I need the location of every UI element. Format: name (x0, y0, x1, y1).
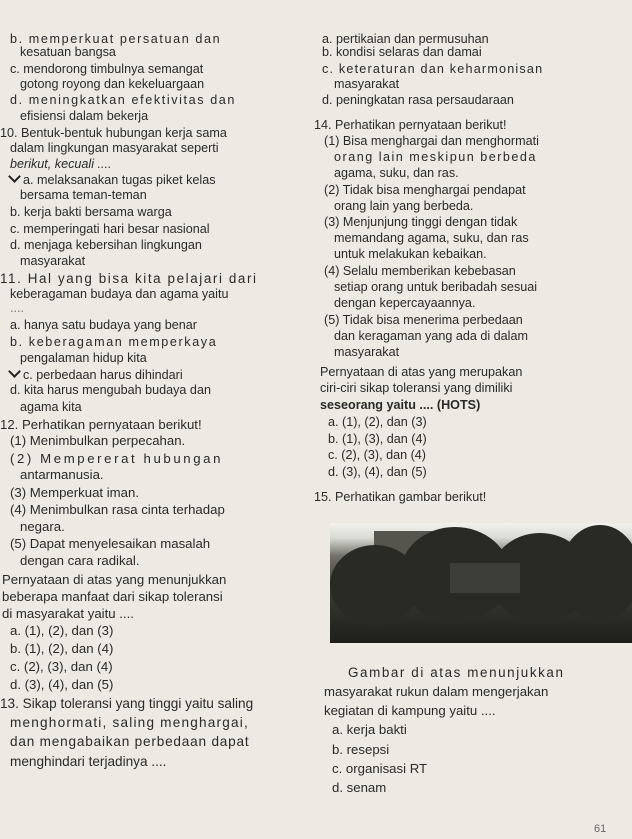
q14-statement-5: (5) Tidak bisa menerima perbedaan (324, 313, 523, 327)
q15-prompt-2: masyarakat rukun dalam mengerjakan (324, 684, 549, 699)
q11-option-d-cont: agama kita (20, 400, 82, 414)
q12-statement-5-cont: dengan cara radikal. (20, 553, 140, 568)
q12-option-a: a. (1), (2), dan (3) (10, 623, 114, 638)
q11-stem-2: keberagaman budaya dan agama yaitu (10, 287, 229, 301)
q13-stem-2: menghormati, saling menghargai, (10, 715, 249, 730)
q10-option-c: c. memperingati hari besar nasional (10, 222, 210, 236)
q14-prompt-3: seseorang yaitu .... (HOTS) (320, 398, 481, 412)
q14-option-b: b. (1), (3), dan (4) (328, 432, 427, 446)
q9-option-d-cont: efisiensi dalam bekerja (20, 109, 149, 123)
q14-option-d: d. (3), (4), dan (5) (328, 465, 427, 479)
q9-option-a: a. pertikaian dan permusuhan (322, 32, 489, 46)
q12-statement-5: (5) Dapat menyelesaikan masalah (10, 536, 211, 551)
q12-statement-1: (1) Menimbulkan perpecahan. (10, 433, 186, 448)
q14-statement-1-cont-2: agama, suku, dan ras. (334, 166, 459, 180)
q15-stem: 15. Perhatikan gambar berikut! (314, 490, 487, 504)
q12-prompt-2: beberapa manfaat dari sikap toleransi (2, 589, 223, 604)
q11-option-b-cont: pengalaman hidup kita (20, 351, 147, 365)
q12-prompt-3: di masyarakat yaitu .... (2, 606, 134, 621)
q14-stem: 14. Perhatikan pernyataan berikut! (314, 118, 507, 132)
q15-prompt-3: kegiatan di kampung yaitu .... (324, 703, 496, 718)
q13-stem-4: menghindari terjadinya .... (10, 754, 167, 769)
q11-option-b: b. keberagaman memperkaya (10, 335, 218, 349)
roof-shape (450, 563, 520, 593)
q14-option-c: c. (2), (3), dan (4) (328, 448, 426, 462)
q12-option-d: d. (3), (4), dan (5) (10, 677, 114, 692)
q15-option-b: b. resepsi (332, 742, 390, 757)
q10-stem-3: berikut, kecuali .... (10, 157, 112, 171)
q10-option-d: d. menjaga kebersihan lingkungan (10, 238, 202, 252)
q9-option-c: c. mendorong timbulnya semangat (10, 62, 204, 76)
page-number: 61 (594, 823, 607, 835)
q11-stem-3: .... (10, 301, 24, 315)
q12-stem: 12. Perhatikan pernyataan berikut! (0, 417, 202, 432)
q9-option-c-cont: gotong royong dan kekeluargaan (20, 77, 205, 91)
q13-stem: 13. Sikap toleransi yang tinggi yaitu saling (0, 696, 254, 711)
q10-option-b: b. kerja bakti bersama warga (10, 205, 172, 219)
q10-option-a-cont: bersama teman-teman (20, 188, 147, 202)
q10-option-d-cont: masyarakat (20, 254, 86, 268)
q14-prompt: Pernyataan di atas yang merupakan (320, 365, 523, 379)
q11-option-a: a. hanya satu budaya yang benar (10, 318, 197, 332)
q9-option-d: d. meningkatkan efektivitas dan (10, 93, 237, 107)
q10-stem: 10. Bentuk-bentuk hubungan kerja sama (0, 126, 227, 140)
q15-option-d: d. senam (332, 780, 387, 795)
q15-prompt: Gambar di atas menunjukkan (348, 665, 565, 680)
q14-statement-1-cont: orang lain meskipun berbeda (334, 150, 537, 164)
q15-option-a: a. kerja bakti (332, 722, 407, 737)
q14-statement-4-cont: setiap orang untuk beribadah sesuai (334, 280, 538, 294)
q9-right-option-b: b. kondisi selaras dan damai (322, 45, 482, 59)
q14-option-a: a. (1), (2), dan (3) (328, 415, 427, 429)
q14-prompt-2: ciri-ciri sikap toleransi yang dimiliki (320, 381, 513, 395)
q14-statement-4: (4) Selalu memberikan kebebasan (324, 264, 516, 278)
q9-right-option-c: c. keteraturan dan keharmonisan (322, 62, 544, 76)
q14-statement-3: (3) Menjunjung tinggi dengan tidak (324, 215, 518, 229)
q11-option-d: d. kita harus mengubah budaya dan (10, 383, 211, 397)
q12-statement-3: (3) Memperkuat iman. (10, 485, 139, 500)
q14-statement-2-cont: orang lain yang berbeda. (334, 199, 474, 213)
q14-statement-3-cont: memandang agama, suku, dan ras (334, 231, 529, 245)
q14-statement-5-cont: dan keragaman yang ada di dalam (334, 329, 528, 343)
q10-option-a: a. melaksanakan tugas piket kelas (10, 172, 216, 188)
q9-option-b: b. memperkuat persatuan dan (10, 32, 222, 46)
q13-stem-3: dan mengabaikan perbedaan dapat (10, 734, 250, 749)
answer-check-icon (8, 170, 21, 183)
q14-statement-4-cont-2: dengan kepercayaannya. (334, 296, 476, 310)
q12-statement-4: (4) Menimbulkan rasa cinta terhadap (10, 502, 225, 517)
q11-option-c: c. perbedaan harus dihindari (10, 367, 183, 383)
q12-statement-2: (2) Mempererat hubungan (10, 451, 224, 466)
q9-option-b-cont: kesatuan bangsa (20, 45, 116, 59)
q9-right-option-c-cont: masyarakat (334, 77, 400, 91)
q14-statement-1: (1) Bisa menghargai dan menghormati (324, 134, 539, 148)
tree-shape (560, 525, 632, 621)
community-work-photo (330, 523, 632, 643)
q12-prompt: Pernyataan di atas yang menunjukkan (2, 572, 227, 587)
q12-option-c: c. (2), (3), dan (4) (10, 659, 113, 674)
q14-statement-5-cont-2: masyarakat (334, 345, 400, 359)
q12-option-b: b. (1), (2), dan (4) (10, 641, 114, 656)
q14-statement-2: (2) Tidak bisa menghargai pendapat (324, 183, 526, 197)
answer-check-icon (8, 365, 21, 378)
q10-stem-2: dalam lingkungan masyarakat seperti (10, 141, 219, 155)
q11-stem: 11. Hal yang bisa kita pelajari dari (0, 271, 258, 286)
q12-statement-4-cont: negara. (20, 519, 65, 534)
q9-right-option-d: d. peningkatan rasa persaudaraan (322, 93, 514, 107)
q12-statement-2-cont: antarmanusia. (20, 467, 104, 482)
q15-option-c: c. organisasi RT (332, 761, 428, 776)
q14-statement-3-cont-2: untuk melakukan kebaikan. (334, 247, 487, 261)
